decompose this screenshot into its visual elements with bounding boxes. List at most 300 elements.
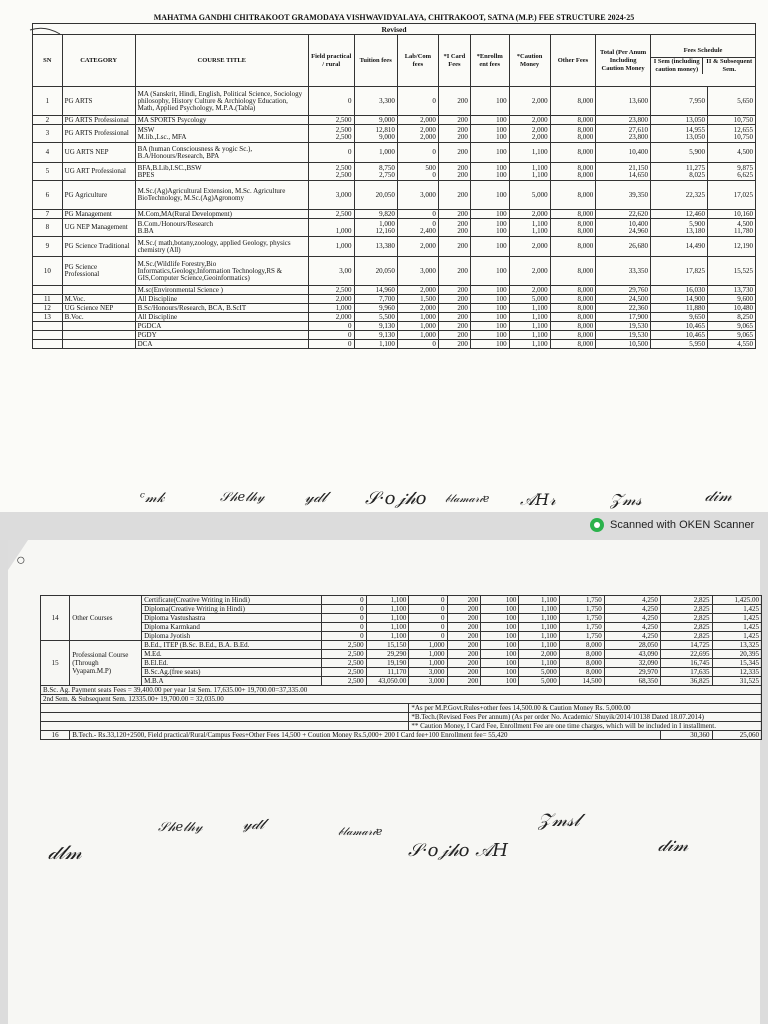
row-category: PG Science Professional: [62, 257, 135, 286]
row-tuition: 9,130: [354, 331, 397, 340]
row-category: M.Voc.: [62, 295, 135, 304]
row-course: Diploma(Creative Writing in Hindi): [142, 605, 322, 614]
row-icard: 200: [438, 322, 470, 331]
row-tuition: 29,290: [366, 650, 409, 659]
row-other: 8,000: [550, 87, 596, 116]
row-icard: 200: [438, 237, 470, 257]
row-course: MA (Sanskrit, Hindi, English, Political Science, Sociology philosophy, History Culture & Archiology Education, Math, Applied Psychology, M.P.A.(Tabla): [135, 87, 308, 116]
row-course: Diploma Vastushastra: [142, 614, 322, 623]
row-course: M.Sc.( math,botany,zoology, applied Geology, physics chemistry (All): [135, 237, 308, 257]
row-s1: 2,825: [660, 596, 712, 605]
row-lab: 2,000 2,000: [397, 125, 438, 143]
row-category: Other Courses: [70, 596, 142, 641]
table-row: [41, 596, 762, 605]
row-caution: 1,100 1,100: [509, 163, 550, 181]
row-icard: 200: [438, 181, 470, 210]
row-caution: 1,100: [519, 605, 559, 614]
row-enroll: 100: [481, 623, 519, 632]
row-total: 4,250: [604, 614, 660, 623]
row-total: 23,800: [596, 116, 651, 125]
row-other: 8,000: [550, 304, 596, 313]
signature-6: 𝒜𝐻𝓇: [520, 490, 556, 509]
row-enroll: 100: [470, 286, 509, 295]
row-sn: 9: [33, 237, 63, 257]
row-caution: 2,000: [509, 237, 550, 257]
signature-8: 𝒹𝒾𝓂: [705, 486, 732, 505]
row-other: 1,750: [559, 632, 604, 641]
row-course: B.El.Ed.: [142, 659, 322, 668]
row-total: 29,760: [596, 286, 651, 295]
row-course: B.Ed., ITEP (B.Sc. B.Ed., B.A. B.Ed.: [142, 641, 322, 650]
row-enroll: 100: [470, 181, 509, 210]
row-lab: 0: [397, 210, 438, 219]
header-schedule: Fees Schedule: [651, 47, 755, 58]
row-other: 8,000: [550, 313, 596, 322]
row-s1: 11,880: [650, 304, 707, 313]
row-tuition: 19,190: [366, 659, 409, 668]
row-field: 2,000: [308, 295, 354, 304]
row-s1: 17,825: [650, 257, 707, 286]
row-total: 22,620: [596, 210, 651, 219]
header-category: CATEGORY: [62, 35, 135, 87]
signature-7: 𝒵𝓂𝓈: [610, 490, 642, 509]
row-other: 8,000: [550, 210, 596, 219]
row-lab: 2,000: [397, 304, 438, 313]
row-caution: 1,100: [509, 143, 550, 163]
row-total: 32,090: [604, 659, 660, 668]
row-s1: 10,465: [650, 331, 707, 340]
row-icard: 200: [438, 87, 470, 116]
table-row: [41, 623, 762, 632]
row-tuition: 5,500: [354, 313, 397, 322]
row-tuition: 9,000: [354, 116, 397, 125]
row-lab: 500 0: [397, 163, 438, 181]
row-lab: 1,000: [397, 331, 438, 340]
row-total: 27,610 23,800: [596, 125, 651, 143]
row-tuition: 20,050: [354, 181, 397, 210]
row-field: 0: [308, 331, 354, 340]
row-icard: 200: [447, 668, 481, 677]
row-field: 0: [321, 632, 366, 641]
row-caution: 1,100: [509, 322, 550, 331]
row-total: 43,090: [604, 650, 660, 659]
row-category: PG ARTS: [62, 87, 135, 116]
table-row: [41, 650, 762, 659]
signature-4: 𝒮·𝑜𝒿𝒽𝑜: [365, 488, 427, 509]
row-course: PGDCA: [135, 322, 308, 331]
row-lab: 0: [397, 87, 438, 116]
row-lab: 2,000: [397, 237, 438, 257]
header-sem1: I Sem (including caution money): [651, 58, 704, 74]
row-caution: 1,100: [509, 331, 550, 340]
row-caution: 2,000: [509, 87, 550, 116]
row-tuition: 1,100: [366, 623, 409, 632]
row-total: 10,400: [596, 143, 651, 163]
row-other: 8,000: [559, 650, 604, 659]
footnote-text: *As per M.P.Govt.Rules+other fees 14,500.00 & Caution Money Rs. 5,000.00: [409, 704, 762, 713]
row-field: 0: [321, 605, 366, 614]
row-course: B.Com./Honours/Research B.BA: [135, 219, 308, 237]
row-s1: 14,490: [650, 237, 707, 257]
row-s2: 4,500: [707, 143, 755, 163]
row-total: 21,150 14,650: [596, 163, 651, 181]
row-sn: 14: [41, 596, 70, 641]
row-s1: 16,745: [660, 659, 712, 668]
row-total: 4,250: [604, 623, 660, 632]
row-enroll: 100: [481, 614, 519, 623]
row-s2: 9,600: [707, 295, 755, 304]
row-s2: 1,425: [712, 632, 761, 641]
row-other: 8,000 8,000: [550, 163, 596, 181]
row-s2: 25,060: [712, 731, 761, 740]
header-caution: *Caution Money: [509, 35, 550, 87]
row-course: B.Sc.Ag.(free seats): [142, 668, 322, 677]
row-s1: 2,825: [660, 614, 712, 623]
row-tuition: 7,700: [354, 295, 397, 304]
row-s1: 14,900: [650, 295, 707, 304]
row-enroll: 100: [481, 596, 519, 605]
row-s2: 5,650: [707, 87, 755, 116]
row-category: PG Management: [62, 210, 135, 219]
blank-cell: [41, 722, 409, 731]
row-s1: 11,275 8,025: [650, 163, 707, 181]
row-course: PGDY: [135, 331, 308, 340]
note-text: B.Sc. Ag. Payment seats Fees = 39,400.00 per year 1st Sem. 17,635.00+ 19,700.00=37,335.00: [41, 686, 762, 695]
row-caution: 5,000: [509, 181, 550, 210]
row-tuition: 3,300: [354, 87, 397, 116]
row-field: 2,500 2,500: [308, 163, 354, 181]
row-s1: 5,950: [650, 340, 707, 349]
row-total: 4,250: [604, 605, 660, 614]
table-row: [41, 641, 762, 650]
row-enroll: 100: [470, 257, 509, 286]
row-s2: 31,525: [712, 677, 761, 686]
row-lab: 1,000: [409, 659, 447, 668]
row-lab: 0: [397, 340, 438, 349]
row-category: UG NEP Management: [62, 219, 135, 237]
row-lab: 3,000: [397, 181, 438, 210]
row-total: 29,970: [604, 668, 660, 677]
row-sn: 4: [33, 143, 63, 163]
row-sn: 10: [33, 257, 63, 286]
row-other: 8,000: [550, 340, 596, 349]
row-icard: 200: [438, 340, 470, 349]
row-other: 8,000: [550, 143, 596, 163]
row-s2: 4,550: [707, 340, 755, 349]
row-field: 2,500: [321, 641, 366, 650]
row-total: 19,530: [596, 322, 651, 331]
signature-14: 𝒵𝓂𝓈𝓁: [538, 810, 580, 831]
row-icard: 200: [438, 295, 470, 304]
row-enroll: 100: [481, 650, 519, 659]
row-icard: 200: [447, 605, 481, 614]
note-row: [41, 695, 762, 704]
row-s2: 1,425.00: [712, 596, 761, 605]
scanner-watermark: [590, 518, 754, 532]
row-field: 2,500: [308, 286, 354, 295]
row-s2: 8,250: [707, 313, 755, 322]
row-field: 1,000: [308, 219, 354, 237]
row-other: 8,000: [550, 295, 596, 304]
row-icard: 200: [438, 304, 470, 313]
signature-5: 𝒷𝓁𝒶𝓂𝒶𝓇𝒾𝑒: [445, 492, 490, 505]
header-other: Other Fees: [550, 35, 596, 87]
row-tuition: 1,100: [366, 632, 409, 641]
row-course: BA (human Consciousness & yogic Sc.), B.A/Honours/Research, BPA: [135, 143, 308, 163]
row-tuition: 1,100: [366, 614, 409, 623]
row-other: 8,000: [559, 659, 604, 668]
row-sn: 3: [33, 125, 63, 143]
row-s1: 17,635: [660, 668, 712, 677]
revised-label: Revised: [33, 24, 756, 35]
row-total: 19,530: [596, 331, 651, 340]
row-field: 3,00: [308, 257, 354, 286]
row-tuition: 8,750 2,750: [354, 163, 397, 181]
row-course: M.sc(Environmental Science ): [135, 286, 308, 295]
row-s1: 2,825: [660, 632, 712, 641]
row-icard: 200: [438, 116, 470, 125]
row-course: All Discipline: [135, 313, 308, 322]
row-field: 2,500: [321, 659, 366, 668]
row-total: 33,350: [596, 257, 651, 286]
row-enroll: 100: [470, 313, 509, 322]
header-sem2: II & Subsequent Sem.: [706, 58, 753, 73]
row-field: 3,000: [308, 181, 354, 210]
row-tuition: 1,000 12,160: [354, 219, 397, 237]
row-enroll: 100: [481, 659, 519, 668]
row-caution: 2,000: [509, 116, 550, 125]
row-total: 4,250: [604, 596, 660, 605]
row-other: 8,000 8,000: [550, 125, 596, 143]
document-title: MAHATMA GANDHI CHITRAKOOT GRAMODAYA VISHWAVIDYALAYA, CHITRAKOOT, SATNA (M.P.) FEE STRUCTURE 2024-25: [153, 13, 635, 22]
row-icard: 200: [447, 632, 481, 641]
row-field: 1,000: [308, 237, 354, 257]
row-lab: 0: [397, 143, 438, 163]
row-tuition: 15,150: [366, 641, 409, 650]
row-s1: 12,460: [650, 210, 707, 219]
header-course: COURSE TITLE: [135, 35, 308, 87]
header-total: Total (Per Anum Including Caution Money: [596, 35, 651, 87]
row-caution: 1,100: [519, 632, 559, 641]
note-text: 2nd Sem. & Subsequent Sem. 12335.00+ 19,700.00 = 32,035.00: [41, 695, 762, 704]
row-lab: 2,000: [397, 286, 438, 295]
row-enroll: 100 100: [470, 163, 509, 181]
row-caution: 1,100: [519, 614, 559, 623]
row-course: B.Sc/Honours/Research, BCA, B.ScIT: [135, 304, 308, 313]
row-caution: 1,100: [509, 313, 550, 322]
row-lab: 0: [409, 632, 447, 641]
row-course: MA SPORTS Psycology: [135, 116, 308, 125]
row-s2: 1,425: [712, 605, 761, 614]
row-s2: 4,500 11,780: [707, 219, 755, 237]
row-tuition: 11,170: [366, 668, 409, 677]
row-field: 0: [321, 596, 366, 605]
row-other: 8,000: [550, 286, 596, 295]
row-tuition: 9,130: [354, 322, 397, 331]
row-s2: 12,335: [712, 668, 761, 677]
header-enroll: *Enrollm ent fees: [470, 35, 509, 87]
row-s2: 1,425: [712, 614, 761, 623]
row-s1: 7,950: [650, 87, 707, 116]
row-s2: 12,190: [707, 237, 755, 257]
row-lab: 1,500: [397, 295, 438, 304]
row-sn: 16: [41, 731, 70, 740]
scanner-logo-icon: [590, 518, 604, 532]
header-icard: *I Card Fees: [438, 35, 470, 87]
row-category: PG Agriculture: [62, 181, 135, 210]
row-lab: 3,000: [397, 257, 438, 286]
row-s2: 10,480: [707, 304, 755, 313]
signature-12: 𝒷𝓁𝒶𝓂𝒶𝓇𝒾𝑒: [338, 825, 383, 838]
row-s2: 20,395: [712, 650, 761, 659]
row-field: 0: [308, 340, 354, 349]
row-category: UG ART Professional: [62, 163, 135, 181]
row-sn: 12: [33, 304, 63, 313]
row-caution: 1,100: [519, 641, 559, 650]
row-other: 1,750: [559, 605, 604, 614]
row-s2: 9,065: [707, 331, 755, 340]
row-caution: 1,100: [519, 659, 559, 668]
row-course: B.Tech.- Rs.33,120+2500, Field practical/Rural/Campus Fees+Other Fees 14,500 + Coution Money Rs.5,000+ 200 I Card fee+100 Enrollment fee= 55,420: [70, 731, 661, 740]
row-course: Diploma Karmkand: [142, 623, 322, 632]
footnote-text: ** Caution Money, I Card Fee, Enrollment Fee are one time charges, which will be included in I installment.: [409, 722, 762, 731]
row-other: 8,000: [559, 641, 604, 650]
header-tuition: Tuition fees: [354, 35, 397, 87]
row-total: 24,500: [596, 295, 651, 304]
row-field: 2,500 2,500: [308, 125, 354, 143]
blank-cell: [41, 704, 409, 713]
signature-11: 𝓎𝒹𝓁: [243, 815, 265, 833]
row-course: Diploma Jyotish: [142, 632, 322, 641]
row-s2: 10,750: [707, 116, 755, 125]
row-enroll: 100 100: [470, 219, 509, 237]
footnote-row: [41, 704, 762, 713]
row-caution: 1,100 1,100: [509, 219, 550, 237]
row-icard: 200 200: [438, 163, 470, 181]
row-tuition: 1,100: [366, 596, 409, 605]
row-s1: 10,465: [650, 322, 707, 331]
footnote-row: [41, 713, 762, 722]
row-icard: 200: [447, 641, 481, 650]
row-icard: 200: [438, 143, 470, 163]
row-tuition: 12,810 9,000: [354, 125, 397, 143]
row-enroll: 100: [470, 210, 509, 219]
row-lab: 3,000: [409, 677, 447, 686]
signature-3: 𝓎𝒹𝓁: [305, 488, 327, 506]
row-tuition: 43,050.00: [366, 677, 409, 686]
row-enroll: 100: [481, 632, 519, 641]
note-row: [41, 686, 762, 695]
row-icard: 200: [438, 286, 470, 295]
row-caution: 5,000: [509, 295, 550, 304]
row-total: 10,500: [596, 340, 651, 349]
row-caution: 1,100: [519, 623, 559, 632]
signature-1: ᶜ𝓂𝓀: [140, 490, 165, 506]
row-lab: 0: [409, 596, 447, 605]
row-enroll: 100: [470, 237, 509, 257]
row-other: 1,750: [559, 623, 604, 632]
signature-2: 𝒮𝒽𝑒𝓁𝒽𝓎: [220, 490, 265, 505]
row-course: M.B.A: [142, 677, 322, 686]
row-s2: 15,345: [712, 659, 761, 668]
row-s1: 2,825: [660, 605, 712, 614]
row-total: 17,900: [596, 313, 651, 322]
footnote-row: [41, 722, 762, 731]
row-lab: 1,000: [397, 313, 438, 322]
row-field: 0: [308, 322, 354, 331]
row-caution: 2,000: [519, 650, 559, 659]
table-row: [41, 731, 762, 740]
row-s1: 5,900 13,180: [650, 219, 707, 237]
row-s1: 13,050: [650, 116, 707, 125]
row-tuition: 1,000: [354, 143, 397, 163]
row-s1: 2,825: [660, 623, 712, 632]
row-sn: 2: [33, 116, 63, 125]
row-s1: 14,955 13,050: [650, 125, 707, 143]
row-enroll: 100: [481, 677, 519, 686]
row-category: PG ARTS Professional: [62, 125, 135, 143]
row-lab: 3,000: [409, 668, 447, 677]
row-lab: 0: [409, 623, 447, 632]
row-s1: 14,725: [660, 641, 712, 650]
row-field: 2,500: [321, 650, 366, 659]
row-other: 8,000: [550, 237, 596, 257]
row-icard: 200: [447, 614, 481, 623]
row-lab: 1,000: [409, 641, 447, 650]
row-s1: 22,695: [660, 650, 712, 659]
row-lab: 1,000: [397, 322, 438, 331]
row-course: All Discipline: [135, 295, 308, 304]
row-sn: 15: [41, 641, 70, 686]
row-caution: 1,100: [519, 596, 559, 605]
row-icard: 200: [438, 313, 470, 322]
row-total: 13,600: [596, 87, 651, 116]
row-enroll: 100 100: [470, 125, 509, 143]
row-other: 8,000: [550, 257, 596, 286]
row-other: 8,000: [559, 668, 604, 677]
row-icard: 200: [447, 659, 481, 668]
row-tuition: 13,380: [354, 237, 397, 257]
row-icard: 200: [438, 210, 470, 219]
row-other: 14,500: [559, 677, 604, 686]
punch-hole-icon: ○: [16, 552, 26, 569]
row-category: PG ARTS Professional: [62, 116, 135, 125]
row-course: M.Sc.(Ag)Agricultural Extension, M.Sc. Agriculture BioTechnology, M.Sc.(Ag)Agronomy: [135, 181, 308, 210]
row-caution: 2,000: [509, 210, 550, 219]
table-row: [41, 659, 762, 668]
row-other: 1,750: [559, 614, 604, 623]
table-row: [41, 632, 762, 641]
page-two: [8, 540, 760, 1024]
row-caution: 1,100: [509, 340, 550, 349]
row-icard: 200: [438, 331, 470, 340]
row-s2: 9,065: [707, 322, 755, 331]
row-s2: 13,325: [712, 641, 761, 650]
row-sn: 1: [33, 87, 63, 116]
row-enroll: 100: [470, 143, 509, 163]
row-s2: 1,425: [712, 623, 761, 632]
row-course: BFA,B.Lib,I.SC.,BSW BPES: [135, 163, 308, 181]
row-tuition: 1,100: [366, 605, 409, 614]
row-lab: 1,000: [409, 650, 447, 659]
signature-13: 𝒮·𝑜𝒿𝒽𝑜 𝒜𝐻: [408, 840, 508, 861]
row-category: UG Science NEP: [62, 304, 135, 313]
row-course: MSW M.lib.,Lsc., MFA: [135, 125, 308, 143]
header-sn: SN: [33, 35, 63, 87]
scanner-text: Scanned with OKEN Scanner: [610, 519, 755, 531]
row-total: 10,400 24,960: [596, 219, 651, 237]
row-s2: 17,025: [707, 181, 755, 210]
